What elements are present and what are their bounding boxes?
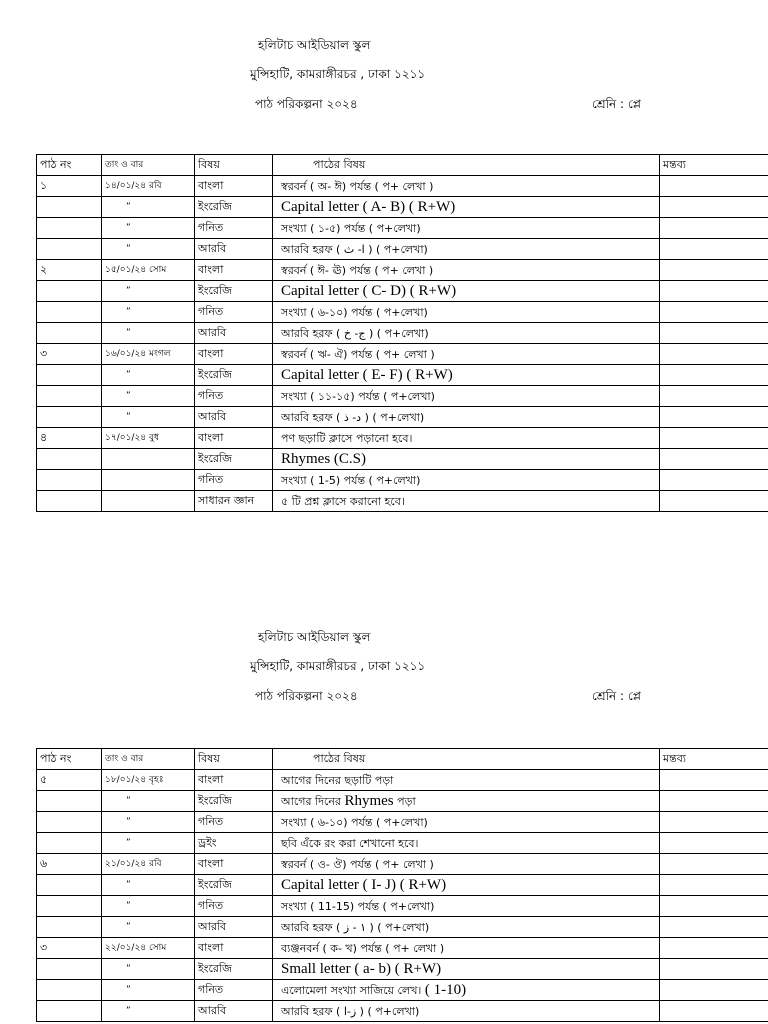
- lesson-topic-cell: [273, 470, 660, 491]
- column-header: মন্তব্য: [660, 749, 768, 770]
- remark-cell: [660, 491, 768, 512]
- lesson-topic-cell: [273, 197, 660, 218]
- lesson-topic-cell: [273, 980, 660, 1001]
- topic-english-text: ( 1-10): [424, 981, 467, 998]
- lesson-number-cell: [37, 896, 102, 917]
- subject-cell: গনিত: [195, 386, 273, 407]
- subject-cell: বাংলা: [195, 176, 273, 197]
- date-day-cell: ২২/০১/২৪ সোম: [102, 938, 195, 959]
- subject-cell: ইংরেজি: [195, 959, 273, 980]
- lesson-number-cell: [37, 1001, 102, 1022]
- lesson-number-cell: [37, 281, 102, 302]
- date-day-cell: ১৭/০১/২৪ বুধ: [102, 428, 195, 449]
- table-row: [37, 281, 768, 302]
- table-row: [37, 176, 768, 197]
- lesson-number-cell: [37, 917, 102, 938]
- date-day-cell: ”: [102, 281, 195, 302]
- remark-cell: [660, 449, 768, 470]
- table-row: [37, 260, 768, 281]
- table-row: [37, 875, 768, 896]
- remark-cell: [660, 770, 768, 791]
- topic-text: সংখ্যা ( ১-৫) পর্যন্ত ( প+লেখা): [281, 221, 421, 235]
- lesson-number-cell: ৬: [37, 854, 102, 875]
- lesson-topic-cell: [273, 323, 660, 344]
- table-row: [37, 491, 768, 512]
- subject-cell: ইংরেজি: [195, 197, 273, 218]
- topic-text: এলোমেলা সংখ্যা সাজিয়ে লেখ।: [281, 983, 425, 997]
- subject-cell: সাধারন জ্ঞান: [195, 491, 273, 512]
- table-header-row: [37, 155, 768, 176]
- date-day-cell: ”: [102, 812, 195, 833]
- lesson-number-cell: [37, 980, 102, 1001]
- lesson-number-cell: [37, 491, 102, 512]
- subject-cell: ইংরেজি: [195, 365, 273, 386]
- lesson-number-cell: [37, 218, 102, 239]
- topic-text: আগের দিনের ছড়াটি পড়া: [281, 773, 394, 787]
- table-row: [37, 239, 768, 260]
- lesson-number-cell: ১: [37, 176, 102, 197]
- lesson-topic-cell: [273, 959, 660, 980]
- topic-english-text: Rhymes (C.S): [281, 450, 367, 467]
- lesson-number-cell: ৪: [37, 428, 102, 449]
- subject-cell: গনিত: [195, 896, 273, 917]
- remark-cell: [660, 938, 768, 959]
- subject-cell: ড্রইং: [195, 833, 273, 854]
- plan-title: পাঠ পরিকল্পনা ২০২৪: [255, 689, 358, 703]
- remark-cell: [660, 917, 768, 938]
- column-header: বিষয়: [195, 155, 273, 176]
- subject-cell: ইংরেজি: [195, 449, 273, 470]
- subject-cell: আরবি: [195, 407, 273, 428]
- table-row: [37, 1001, 768, 1022]
- topic-english-text: Capital letter ( E- F) ( R+W): [281, 366, 453, 383]
- lesson-topic-cell: [273, 812, 660, 833]
- lesson-topic-cell: [273, 239, 660, 260]
- school-name: হলিটাচ আইডিয়াল স্কুল: [258, 38, 371, 52]
- date-day-cell: [102, 449, 195, 470]
- lesson-number-cell: [37, 365, 102, 386]
- date-day-cell: [102, 491, 195, 512]
- lesson-number-cell: [37, 323, 102, 344]
- lesson-topic-cell: [273, 407, 660, 428]
- table-row: [37, 449, 768, 470]
- school-address: মুন্সিহাটি, কামরাঙ্গীরচর , ঢাকা ১২১১: [250, 659, 426, 673]
- lesson-topic-cell: [273, 281, 660, 302]
- remark-cell: [660, 959, 768, 980]
- topic-text: আরবি হরফ ( ز-ا ) ( প+লেখা): [281, 1004, 420, 1018]
- subject-cell: ইংরেজি: [195, 281, 273, 302]
- remark-cell: [660, 323, 768, 344]
- date-day-cell: ২১/০১/২৪ রবি: [102, 854, 195, 875]
- date-day-cell: ”: [102, 386, 195, 407]
- topic-text: ৫ টি প্রশ্ন ক্লাসে করানো হবে।: [281, 494, 405, 508]
- topic-text: স্বরবর্ন ( ঈ- ঊ) পর্যন্ত ( প+ লেখা ): [281, 263, 434, 277]
- table-row: [37, 197, 768, 218]
- subject-cell: বাংলা: [195, 854, 273, 875]
- date-day-cell: ”: [102, 959, 195, 980]
- remark-cell: [660, 812, 768, 833]
- lesson-plan-table: [36, 748, 768, 1022]
- topic-text: স্বরবর্ন ( ঋ- ঐ) পর্যন্ত ( প+ লেখা ): [281, 347, 435, 361]
- date-day-cell: ”: [102, 875, 195, 896]
- school-name: হলিটাচ আইডিয়াল স্কুল: [258, 630, 371, 644]
- class-label: শ্রেনি : প্লে: [592, 689, 641, 703]
- lesson-number-cell: [37, 791, 102, 812]
- date-day-cell: ”: [102, 791, 195, 812]
- table-row: [37, 470, 768, 491]
- subject-cell: ইংরেজি: [195, 791, 273, 812]
- subject-cell: গনিত: [195, 470, 273, 491]
- lesson-topic-cell: [273, 938, 660, 959]
- lesson-topic-cell: [273, 260, 660, 281]
- topic-english-text: Small letter ( a- b) ( R+W): [281, 960, 442, 977]
- table-row: [37, 407, 768, 428]
- topic-text: স্বরবর্ন ( ও- ঔ) পর্যন্ত ( প+ লেখা ): [281, 857, 434, 871]
- remark-cell: [660, 407, 768, 428]
- table-row: [37, 365, 768, 386]
- lesson-topic-cell: [273, 302, 660, 323]
- date-day-cell: ”: [102, 407, 195, 428]
- lesson-topic-cell: [273, 917, 660, 938]
- table-row: [37, 938, 768, 959]
- lesson-number-cell: [37, 833, 102, 854]
- date-day-cell: ”: [102, 917, 195, 938]
- table-row: [37, 791, 768, 812]
- subject-cell: বাংলা: [195, 428, 273, 449]
- lesson-number-cell: ৫: [37, 770, 102, 791]
- subject-cell: গনিত: [195, 302, 273, 323]
- table-row: [37, 302, 768, 323]
- topic-text: সংখ্যা ( 1-5) পর্যন্ত ( প+লেখা): [281, 473, 421, 487]
- table-header-row: [37, 749, 768, 770]
- topic-text: ছবি এঁকে রং করা শেখানো হবে।: [281, 836, 419, 850]
- date-day-cell: ১৫/০১/২৪ সোম: [102, 260, 195, 281]
- remark-cell: [660, 428, 768, 449]
- table-row: [37, 812, 768, 833]
- column-header: পাঠ নং: [37, 155, 102, 176]
- date-day-cell: ১৪/০১/২৪ রবি: [102, 176, 195, 197]
- lesson-number-cell: [37, 386, 102, 407]
- date-day-cell: [102, 470, 195, 491]
- topic-text-suffix: পড়া: [393, 794, 416, 808]
- date-day-cell: ”: [102, 896, 195, 917]
- remark-cell: [660, 875, 768, 896]
- topic-text: আরবি হরফ ( ج- خ ) ( প+লেখা): [281, 326, 429, 340]
- remark-cell: [660, 386, 768, 407]
- lesson-topic-cell: [273, 791, 660, 812]
- column-header: মন্তব্য: [660, 155, 768, 176]
- topic-text: আরবি হরফ ( ١ - ز ) ( প+লেখা): [281, 920, 430, 934]
- subject-cell: গনিত: [195, 218, 273, 239]
- topic-english-text: Capital letter ( I- J) ( R+W): [281, 876, 447, 893]
- remark-cell: [660, 896, 768, 917]
- date-day-cell: ”: [102, 365, 195, 386]
- table-row: [37, 959, 768, 980]
- lesson-topic-cell: [273, 344, 660, 365]
- column-header: পাঠ নং: [37, 749, 102, 770]
- date-day-cell: ”: [102, 833, 195, 854]
- lesson-plan-table: [36, 154, 768, 512]
- date-day-cell: ১৬/০১/২৪ মংগল: [102, 344, 195, 365]
- remark-cell: [660, 470, 768, 491]
- remark-cell: [660, 218, 768, 239]
- subject-cell: বাংলা: [195, 344, 273, 365]
- lesson-number-cell: [37, 875, 102, 896]
- lesson-topic-cell: [273, 365, 660, 386]
- subject-cell: আরবি: [195, 917, 273, 938]
- lesson-topic-cell: [273, 1001, 660, 1022]
- lesson-topic-cell: [273, 896, 660, 917]
- date-day-cell: ”: [102, 302, 195, 323]
- table-row: [37, 218, 768, 239]
- date-day-cell: ”: [102, 239, 195, 260]
- lesson-topic-cell: [273, 218, 660, 239]
- column-header: তাং ও বার: [102, 749, 195, 770]
- lesson-topic-cell: [273, 428, 660, 449]
- column-header: পাঠের বিষয়: [273, 749, 660, 770]
- table-row: [37, 854, 768, 875]
- date-day-cell: ১৮/০১/২৪ বৃহঃ: [102, 770, 195, 791]
- column-header: তাং ও বার: [102, 155, 195, 176]
- lesson-number-cell: [37, 302, 102, 323]
- remark-cell: [660, 197, 768, 218]
- remark-cell: [660, 980, 768, 1001]
- lesson-number-cell: [37, 197, 102, 218]
- table-row: [37, 344, 768, 365]
- table-row: [37, 428, 768, 449]
- topic-text: স্বরবর্ন ( অ- ঈ) পর্যন্ত ( প+ লেখা ): [281, 179, 434, 193]
- topic-text: আগের দিনের: [281, 794, 345, 808]
- table-row: [37, 896, 768, 917]
- lesson-number-cell: [37, 407, 102, 428]
- column-header: পাঠের বিষয়: [273, 155, 660, 176]
- lesson-number-cell: ২: [37, 260, 102, 281]
- date-day-cell: ”: [102, 980, 195, 1001]
- date-day-cell: ”: [102, 323, 195, 344]
- lesson-topic-cell: [273, 770, 660, 791]
- subject-cell: আরবি: [195, 1001, 273, 1022]
- lesson-topic-cell: [273, 176, 660, 197]
- lesson-number-cell: [37, 470, 102, 491]
- lesson-topic-cell: [273, 854, 660, 875]
- lesson-topic-cell: [273, 875, 660, 896]
- topic-text: পণ ছড়াটি ক্লাসে পড়ানো হবে।: [281, 431, 413, 445]
- lesson-topic-cell: [273, 491, 660, 512]
- topic-english-text: Capital letter ( C- D) ( R+W): [281, 282, 457, 299]
- topic-text: সংখ্যা ( ১১-১৫) পর্যন্ত ( প+লেখা): [281, 389, 435, 403]
- topic-text: আরবি হরফ ( د- ذ ) ( প+লেখা): [281, 410, 425, 424]
- subject-cell: আরবি: [195, 239, 273, 260]
- lesson-number-cell: [37, 812, 102, 833]
- remark-cell: [660, 281, 768, 302]
- remark-cell: [660, 1001, 768, 1022]
- remark-cell: [660, 302, 768, 323]
- topic-text: সংখ্যা ( ৬-১০) পর্যন্ত ( প+লেখা): [281, 815, 428, 829]
- topic-english-text: Rhymes: [344, 792, 394, 809]
- lesson-number-cell: ৩: [37, 938, 102, 959]
- remark-cell: [660, 854, 768, 875]
- remark-cell: [660, 833, 768, 854]
- topic-text: সংখ্যা ( 11-15) পর্যন্ত ( প+লেখা): [281, 899, 435, 913]
- date-day-cell: ”: [102, 197, 195, 218]
- remark-cell: [660, 365, 768, 386]
- plan-title: পাঠ পরিকল্পনা ২০২৪: [255, 97, 358, 111]
- table-row: [37, 980, 768, 1001]
- lesson-number-cell: [37, 239, 102, 260]
- topic-english-text: Capital letter ( A- B) ( R+W): [281, 198, 456, 215]
- table-row: [37, 917, 768, 938]
- subject-cell: ইংরেজি: [195, 875, 273, 896]
- topic-text: আরবি হরফ ( ا- ث ) ( প+লেখা): [281, 242, 428, 256]
- date-day-cell: ”: [102, 1001, 195, 1022]
- lesson-number-cell: [37, 449, 102, 470]
- subject-cell: বাংলা: [195, 770, 273, 791]
- lesson-number-cell: [37, 959, 102, 980]
- school-address: মুন্সিহাটি, কামরাঙ্গীরচর , ঢাকা ১২১১: [250, 67, 426, 81]
- lesson-topic-cell: [273, 386, 660, 407]
- table-row: [37, 323, 768, 344]
- remark-cell: [660, 344, 768, 365]
- lesson-topic-cell: [273, 449, 660, 470]
- topic-text: ব্যঞ্জনবর্ন ( ক- খ) পর্যন্ত ( প+ লেখা ): [281, 941, 445, 955]
- subject-cell: গনিত: [195, 980, 273, 1001]
- remark-cell: [660, 239, 768, 260]
- date-day-cell: ”: [102, 218, 195, 239]
- lesson-number-cell: ৩: [37, 344, 102, 365]
- subject-cell: গনিত: [195, 812, 273, 833]
- subject-cell: আরবি: [195, 323, 273, 344]
- table-row: [37, 770, 768, 791]
- lesson-topic-cell: [273, 833, 660, 854]
- remark-cell: [660, 176, 768, 197]
- remark-cell: [660, 791, 768, 812]
- class-label: শ্রেনি : প্লে: [592, 97, 641, 111]
- table-row: [37, 833, 768, 854]
- topic-text: সংখ্যা ( ৬-১০) পর্যন্ত ( প+লেখা): [281, 305, 428, 319]
- remark-cell: [660, 260, 768, 281]
- column-header: বিষয়: [195, 749, 273, 770]
- table-row: [37, 386, 768, 407]
- subject-cell: বাংলা: [195, 938, 273, 959]
- subject-cell: বাংলা: [195, 260, 273, 281]
